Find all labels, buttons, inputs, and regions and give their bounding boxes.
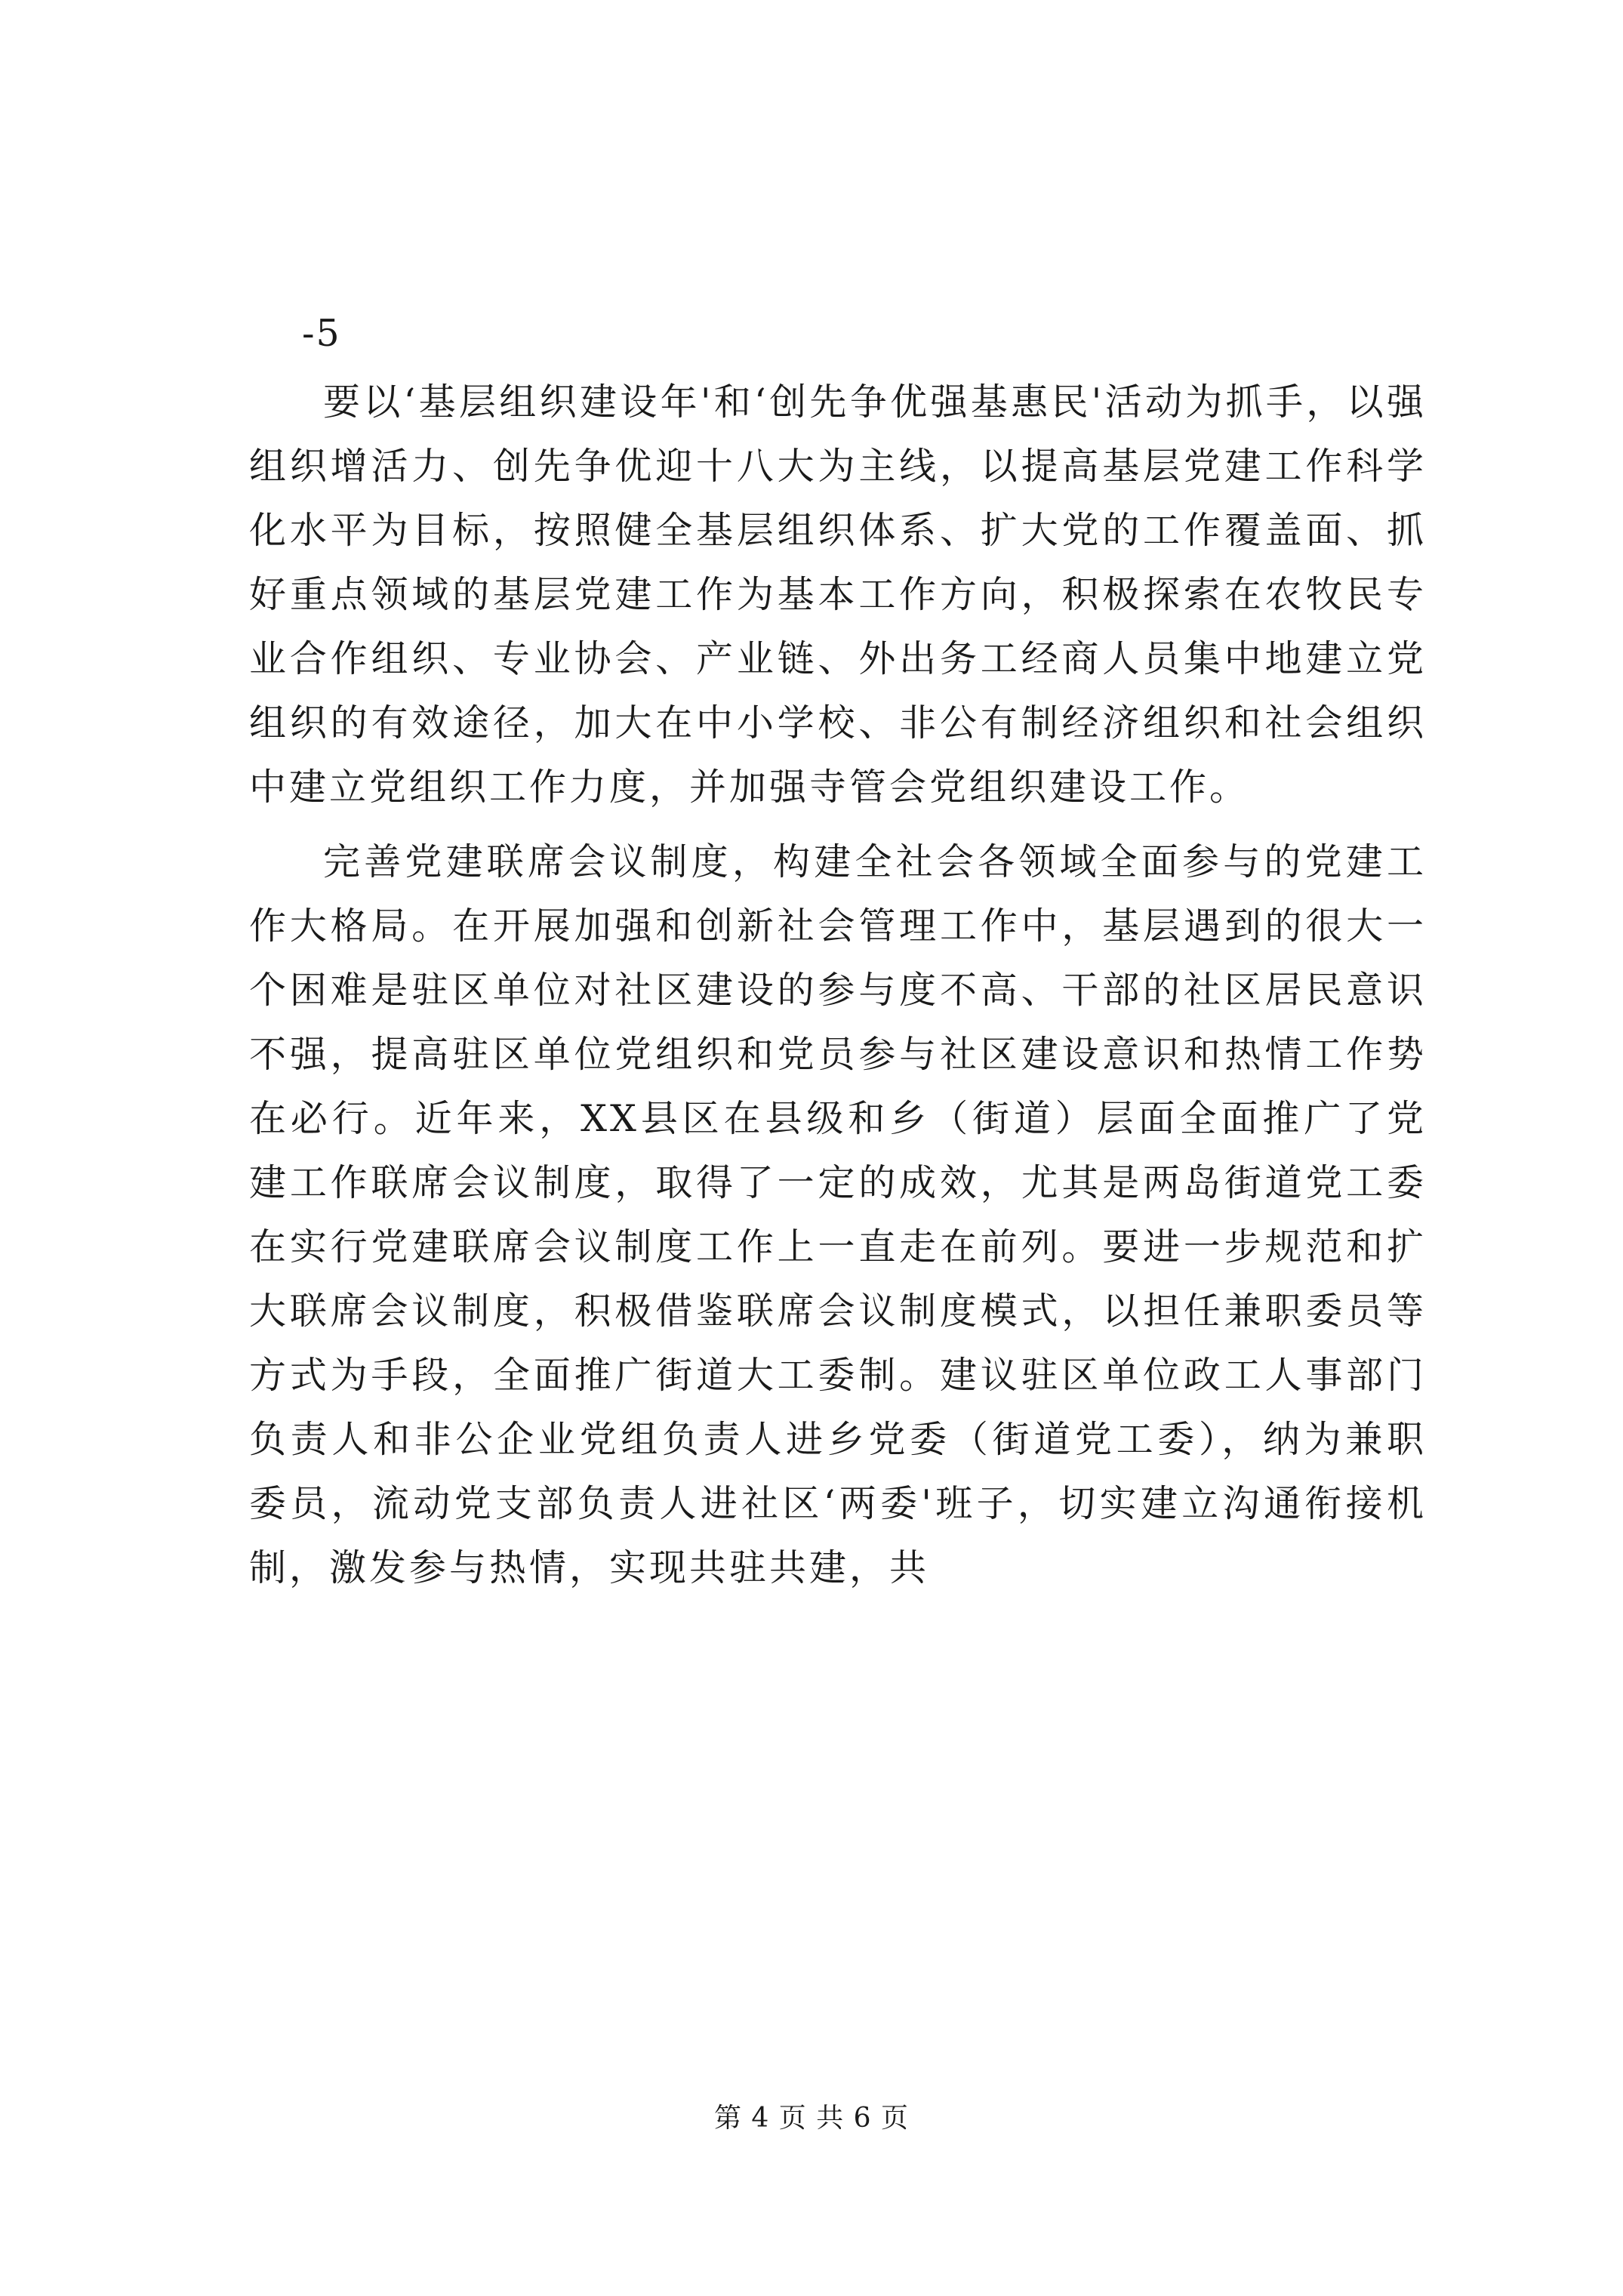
section-number: -5 (302, 312, 341, 355)
page-footer: 第 4 页 共 6 页 (713, 2103, 910, 2134)
document-body (249, 302, 1427, 1610)
paragraph-1: 要以‘基层组织建设年'和‘创先争优强基惠民'活动为抓手，以强组织增活力、创先争优迎十八大为主线，以提高基层党建工作科学化水平为目标，按照健全基层组织体系、扩大党的工作覆盖面、抓好重点领域的基层党建工作为基本工作方向，积极探索在农牧民专业合作组织、专业协会、产业链、外出务工经商人员集中地建立党组织的有效途径，加大在中小学校、非公有制经济组织和社会组织中建立党组织工作力度，并加强寺管会党组织建设工作。 (249, 381, 1427, 809)
paragraph-2: 完善党建联席会议制度，构建全社会各领域全面参与的党建工作大格局。在开展加强和创新社会管理工作中，基层遇到的很大一个困难是驻区单位对社区建设的参与度不高、干部的社区居民意识不强，提高驻区单位党组织和党员参与社区建设意识和热情工作势在必行。近年来，XX县区在县级和乡（街道）层面全面推广了党建工作联席会议制度，取得了一定的成效，尤其是两岛街道党工委在实行党建联席会议制度工作上一直走在前列。要进一步规范和扩大联席会议制度，积极借鉴联席会议制度模式，以担任兼职委员等方式为手段，全面推广街道大工委制。建议驻区单位政工人事部门负责人和非公企业党组负责人进乡党委（街道党工委），纳为兼职委员，流动党支部负责人进社区‘两委'班子，切实建立沟通衔接机制，激发参与热情，实现共驻共建，共 (249, 840, 1427, 1589)
